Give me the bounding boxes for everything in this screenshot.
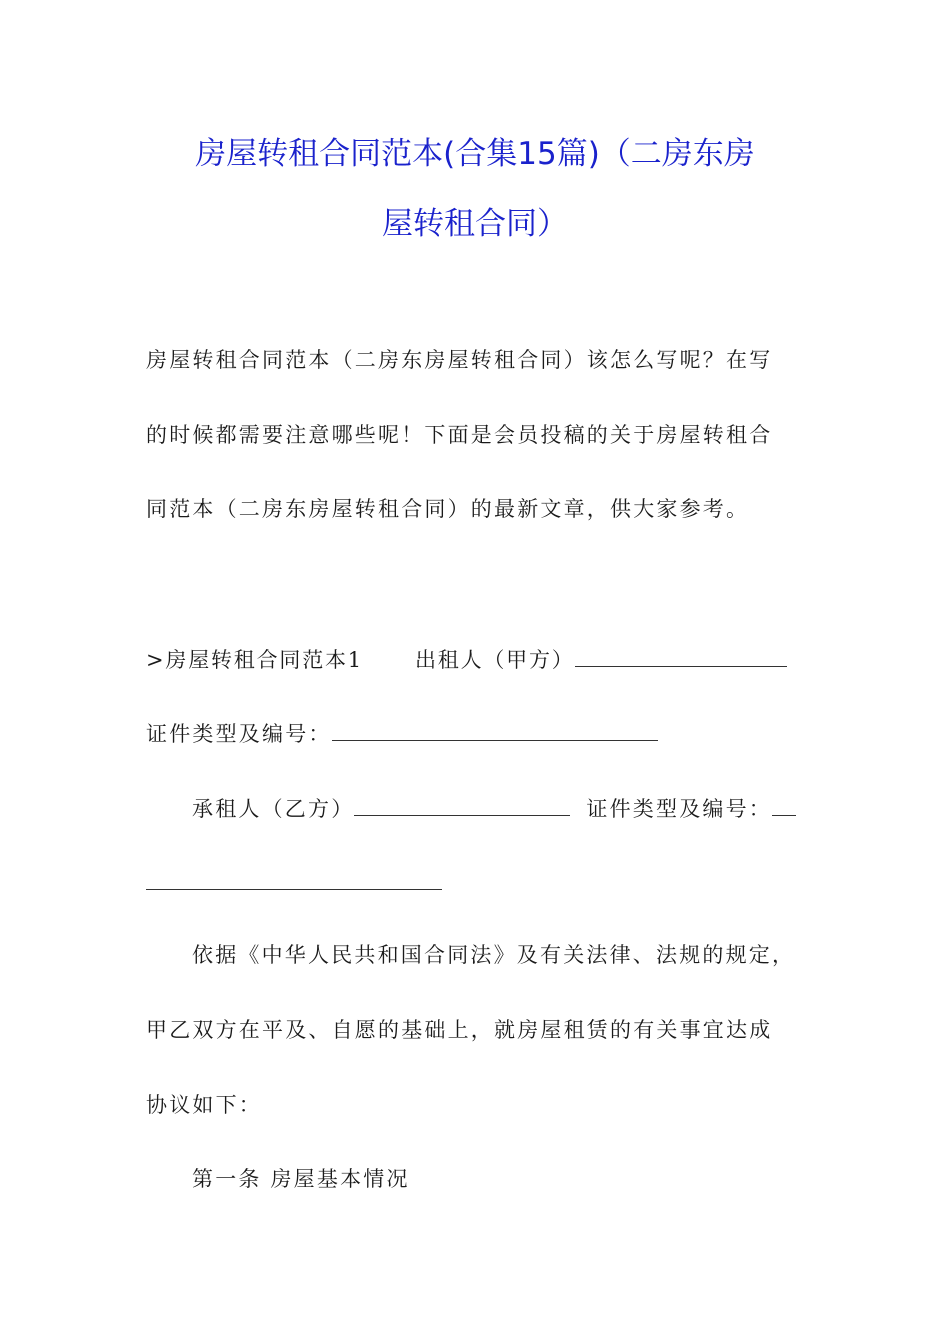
lessor-id-blank <box>332 722 658 741</box>
intro-line-2: 的时候都需要注意哪些呢！下面是会员投稿的关于房屋转租合 <box>146 423 773 447</box>
intro-line-1: 房屋转租合同范本（二房东房屋转租合同）该怎么写呢？在写 <box>146 348 773 372</box>
lessor-id-line <box>146 722 658 745</box>
intro-line-3: 同范本（二房东房屋转租合同）的最新文章，供大家参考。 <box>146 497 750 521</box>
lessee-id-blank-continued <box>146 889 442 890</box>
section-heading: >房屋转租合同范本1 <box>146 648 363 672</box>
lessor-blank <box>575 648 787 667</box>
lessee-line <box>192 797 796 820</box>
lessor-id-label: 证件类型及编号： <box>146 722 332 746</box>
lessee-label: 承租人（乙方） <box>192 797 355 821</box>
article-1-heading: 第一条 房屋基本情况 <box>192 1167 410 1191</box>
lessee-id-label: 证件类型及编号： <box>586 797 773 821</box>
document-title-line-2: 屋转租合同） <box>382 206 568 242</box>
lessee-id-blank-start <box>772 797 796 816</box>
lessor-line <box>146 648 787 671</box>
basis-line-2: 甲乙双方在平及、自愿的基础上，就房屋租赁的有关事宜达成 <box>146 1018 773 1042</box>
basis-line-1: 依据《中华人民共和国合同法》及有关法律、法规的规定， <box>192 943 796 967</box>
lessor-label: 出租人（甲方） <box>414 648 575 672</box>
document-title-line-1: 房屋转租合同范本(合集15篇)（二房东房 <box>195 136 755 172</box>
lessee-blank <box>354 797 570 816</box>
basis-line-3: 协议如下： <box>146 1093 262 1117</box>
